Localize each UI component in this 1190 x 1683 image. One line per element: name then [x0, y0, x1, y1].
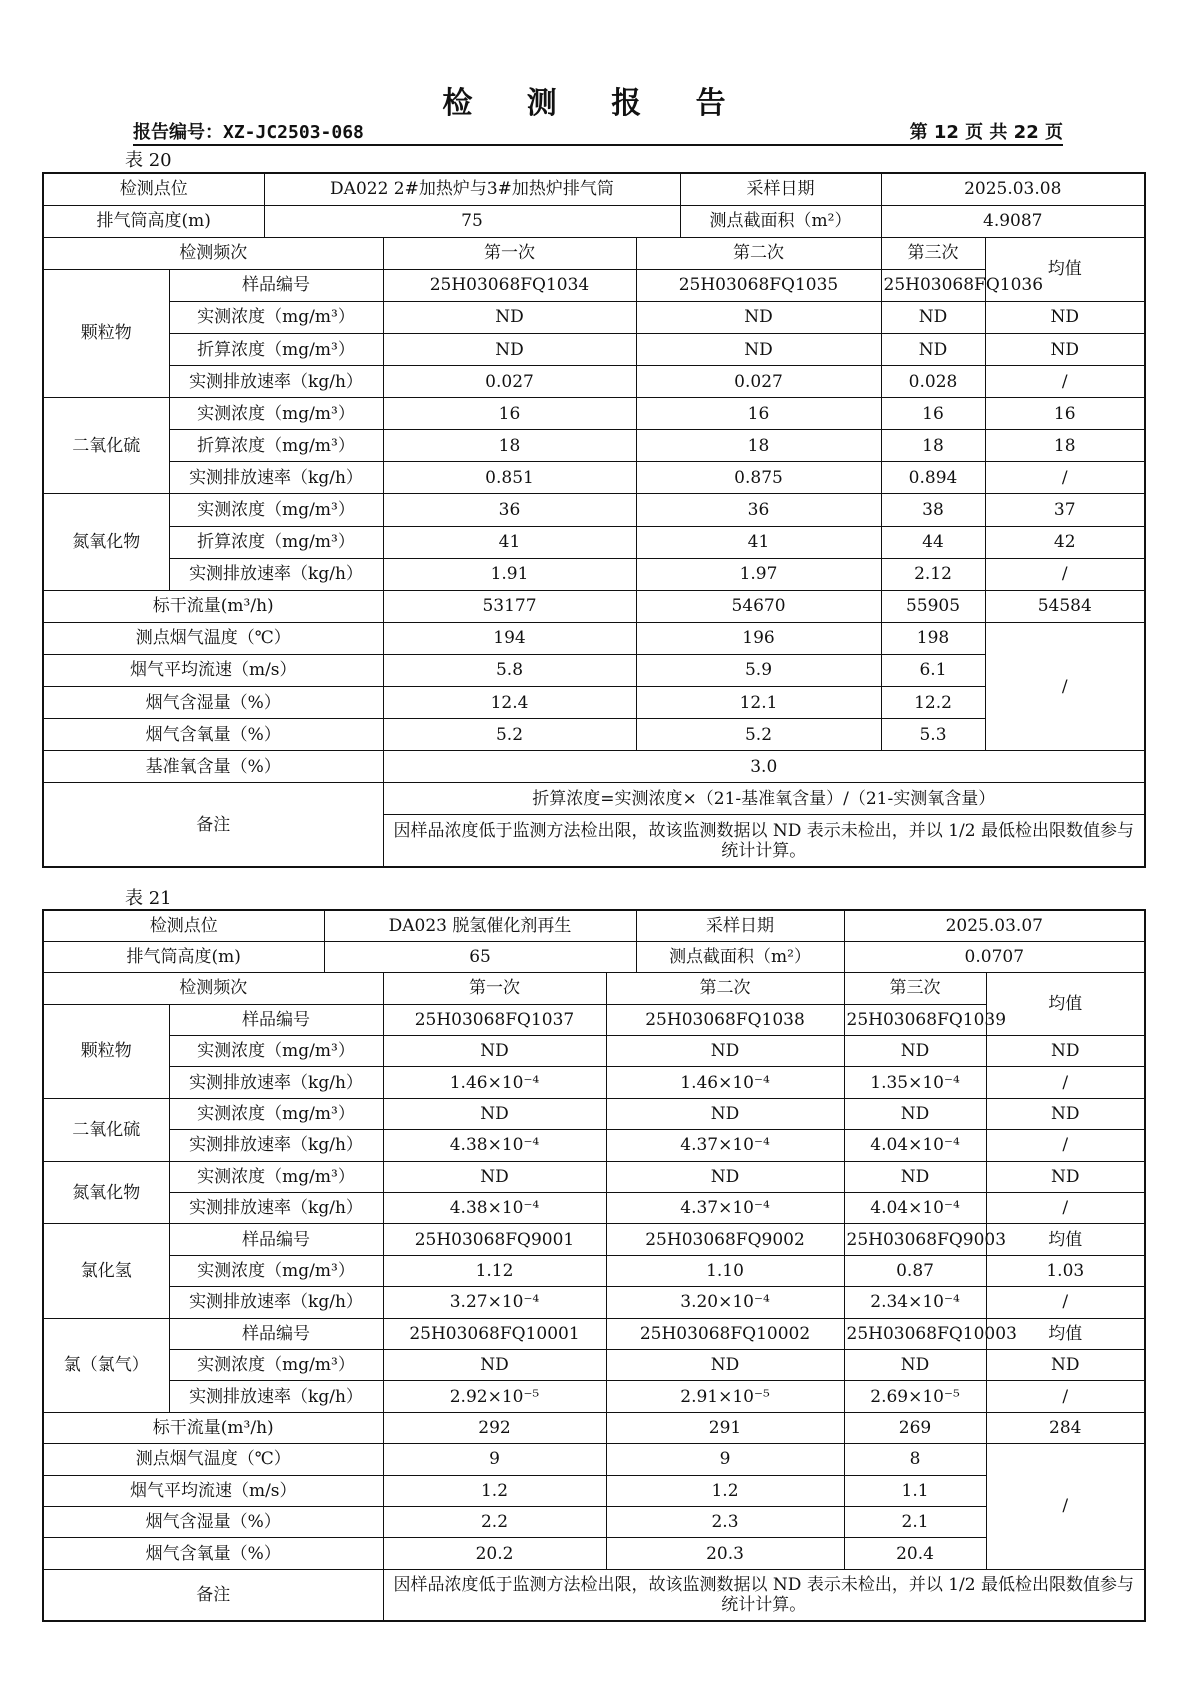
table-row	[43, 333, 1145, 365]
cell: 18	[881, 430, 985, 462]
table-row	[43, 558, 1145, 590]
cell: 9	[383, 1444, 606, 1475]
cell: 5.9	[636, 654, 881, 686]
cell: ND	[383, 301, 636, 333]
page-number: 第 12 页 共 22 页	[909, 122, 1063, 143]
hcl-label: 氯化氢	[43, 1224, 169, 1318]
cell: ND	[844, 1349, 986, 1380]
label-rate: 实测排放速率（kg/h）	[169, 1381, 383, 1412]
cell: 16	[881, 398, 985, 430]
cell: ND	[985, 333, 1145, 365]
height-value: 75	[264, 205, 680, 237]
cell: 25H03068FQ1038	[606, 1004, 844, 1035]
table-row	[43, 205, 1145, 237]
label-temp: 测点烟气温度（℃）	[43, 1444, 383, 1475]
cell: 25H03068FQ10001	[383, 1318, 606, 1349]
round-2: 第二次	[636, 237, 881, 269]
nox-label: 氮氧化物	[43, 1161, 169, 1224]
cell: /	[985, 462, 1145, 494]
cell: 1.1	[844, 1475, 986, 1506]
cell: 41	[383, 526, 636, 558]
table-row	[43, 654, 1145, 686]
cell: 37	[985, 494, 1145, 526]
table-row	[43, 1506, 1145, 1537]
table-row	[43, 1193, 1145, 1224]
label-rate: 实测排放速率（kg/h）	[169, 1287, 383, 1318]
cell: 25H03068FQ10002	[606, 1318, 844, 1349]
round-3: 第三次	[844, 973, 986, 1004]
cell: ND	[636, 333, 881, 365]
cell: 38	[881, 494, 985, 526]
cell: ND	[606, 1098, 844, 1129]
table-row	[43, 687, 1145, 719]
table-row	[43, 494, 1145, 526]
cell: 25H03068FQ9002	[606, 1224, 844, 1255]
label-point: 检测点位	[43, 173, 264, 205]
label-base-oxy: 基准氧含量（%）	[43, 751, 383, 783]
remark-note: 因样品浓度低于监测方法检出限，故该监测数据以 ND 表示未检出，并以 1/2 最低检出限数值参与统计计算。	[383, 815, 1145, 867]
cell: 16	[636, 398, 881, 430]
table-row	[43, 1130, 1145, 1161]
label-remark: 备注	[43, 1569, 383, 1621]
label-flow: 标干流量(m³/h)	[43, 1412, 383, 1443]
table-row	[43, 1444, 1145, 1475]
cell: 1.12	[383, 1255, 606, 1286]
label-rate: 实测排放速率（kg/h）	[169, 558, 383, 590]
cell: 6.1	[881, 654, 985, 686]
cell: 20.3	[606, 1538, 844, 1569]
label-area: 测点截面积（m²）	[636, 941, 844, 972]
cell: /	[986, 1067, 1145, 1098]
label-rate: 实测排放速率（kg/h）	[169, 1067, 383, 1098]
cell: 2.34×10⁻⁴	[844, 1287, 986, 1318]
cell: 3.27×10⁻⁴	[383, 1287, 606, 1318]
table-row	[43, 719, 1145, 751]
cell: ND	[881, 333, 985, 365]
cell: ND	[383, 1098, 606, 1129]
cell: 均值	[986, 1318, 1145, 1349]
cell: 1.10	[606, 1255, 844, 1286]
table-20	[42, 172, 1146, 868]
label-rate: 实测排放速率（kg/h）	[169, 1193, 383, 1224]
table-row	[43, 526, 1145, 558]
label-meas: 实测浓度（mg/m³）	[169, 301, 383, 333]
point-value: DA022 2#加热炉与3#加热炉排气筒	[264, 173, 680, 205]
area-value: 0.0707	[844, 941, 1145, 972]
label-conv: 折算浓度（mg/m³）	[169, 333, 383, 365]
cell: 25H03068FQ1034	[383, 269, 636, 301]
cell: 0.027	[383, 366, 636, 398]
table-row	[43, 1287, 1145, 1318]
nox-label: 氮氧化物	[43, 494, 169, 590]
cell: 5.2	[383, 719, 636, 751]
cell: 2.1	[844, 1506, 986, 1537]
cell: 1.91	[383, 558, 636, 590]
label-meas: 实测浓度（mg/m³）	[169, 494, 383, 526]
cell: 2.12	[881, 558, 985, 590]
table-row	[43, 1412, 1145, 1443]
height-value: 65	[324, 941, 636, 972]
label-vel: 烟气平均流速（m/s）	[43, 654, 383, 686]
cell: 0.87	[844, 1255, 986, 1286]
table-21	[42, 909, 1146, 1622]
label-meas: 实测浓度（mg/m³）	[169, 1161, 383, 1192]
table-row	[43, 462, 1145, 494]
cell: 16	[383, 398, 636, 430]
cell: 284	[986, 1412, 1145, 1443]
cell: 16	[985, 398, 1145, 430]
area-value: 4.9087	[881, 205, 1145, 237]
cell: 5.8	[383, 654, 636, 686]
cell: 55905	[881, 590, 985, 622]
cl2-label: 氯（氯气）	[43, 1318, 169, 1412]
table-row	[43, 398, 1145, 430]
table-row	[43, 301, 1145, 333]
table-row	[43, 1538, 1145, 1569]
cell: 198	[881, 622, 985, 654]
label-moist: 烟气含湿量（%）	[43, 687, 383, 719]
cell: 4.04×10⁻⁴	[844, 1130, 986, 1161]
label-sample: 样品编号	[169, 1224, 383, 1255]
table-row	[43, 1161, 1145, 1192]
cell: ND	[606, 1161, 844, 1192]
cell: 0.894	[881, 462, 985, 494]
cell: 4.04×10⁻⁴	[844, 1193, 986, 1224]
label-moist: 烟气含湿量（%）	[43, 1506, 383, 1537]
table-row	[43, 1036, 1145, 1067]
cell: 36	[383, 494, 636, 526]
cell: ND	[985, 301, 1145, 333]
report-number: 报告编号：XZ-JC2503-068	[133, 122, 364, 143]
table-row	[43, 1255, 1145, 1286]
label-area: 测点截面积（m²）	[680, 205, 881, 237]
label-height: 排气筒高度(m)	[43, 941, 324, 972]
cell: 41	[636, 526, 881, 558]
label-freq: 检测频次	[43, 973, 383, 1004]
cell: 44	[881, 526, 985, 558]
cell: 2.69×10⁻⁵	[844, 1381, 986, 1412]
cell: 18	[985, 430, 1145, 462]
table-row	[43, 1067, 1145, 1098]
cell: 0.027	[636, 366, 881, 398]
cell: ND	[844, 1036, 986, 1067]
cell: ND	[844, 1098, 986, 1129]
formula-note: 折算浓度=实测浓度×（21-基准氧含量）/（21-实测氧含量）	[383, 783, 1145, 815]
table-row	[43, 366, 1145, 398]
cell: 2.91×10⁻⁵	[606, 1381, 844, 1412]
label-date: 采样日期	[680, 173, 881, 205]
report-header	[133, 114, 1063, 146]
cell: 18	[636, 430, 881, 462]
table-row	[43, 1381, 1145, 1412]
point-value: DA023 脱氢催化剂再生	[324, 910, 636, 941]
cell: ND	[881, 301, 985, 333]
label-flow: 标干流量(m³/h)	[43, 590, 383, 622]
cell: 12.4	[383, 687, 636, 719]
label-sample: 样品编号	[169, 1004, 383, 1035]
cell: ND	[383, 1349, 606, 1380]
table-row	[43, 430, 1145, 462]
cell: 2.3	[606, 1506, 844, 1537]
cell: 42	[985, 526, 1145, 558]
cell: 25H03068FQ10003	[844, 1318, 986, 1349]
label-avg: 均值	[985, 237, 1145, 301]
cell: /	[985, 622, 1145, 750]
table-row	[43, 1098, 1145, 1129]
cell: ND	[986, 1161, 1145, 1192]
cell: 196	[636, 622, 881, 654]
cell: 0.851	[383, 462, 636, 494]
cell: 1.35×10⁻⁴	[844, 1067, 986, 1098]
round-1: 第一次	[383, 237, 636, 269]
cell: 25H03068FQ1037	[383, 1004, 606, 1035]
label-sample: 样品编号	[169, 1318, 383, 1349]
table-row	[43, 973, 1145, 1004]
remark-note: 因样品浓度低于监测方法检出限，故该监测数据以 ND 表示未检出，并以 1/2 最低检出限数值参与统计计算。	[383, 1569, 1145, 1621]
cell: 25H03068FQ9001	[383, 1224, 606, 1255]
cell: ND	[986, 1098, 1145, 1129]
cell: 54584	[985, 590, 1145, 622]
cell: /	[985, 366, 1145, 398]
cell: 292	[383, 1412, 606, 1443]
cell: 20.4	[844, 1538, 986, 1569]
label-rate: 实测排放速率（kg/h）	[169, 366, 383, 398]
cell: 53177	[383, 590, 636, 622]
table-row	[43, 941, 1145, 972]
cell: 2.92×10⁻⁵	[383, 1381, 606, 1412]
report-title: 检 测 报 告	[442, 86, 748, 121]
cell: 0.875	[636, 462, 881, 494]
label-temp: 测点烟气温度（℃）	[43, 622, 383, 654]
cell: ND	[844, 1161, 986, 1192]
cell: /	[986, 1193, 1145, 1224]
cell: ND	[383, 1161, 606, 1192]
cell: /	[986, 1287, 1145, 1318]
base-oxy-value: 3.0	[383, 751, 1145, 783]
cell: ND	[986, 1036, 1145, 1067]
table-row	[43, 751, 1145, 783]
cell: 25H03068FQ1035	[636, 269, 881, 301]
pm-label: 颗粒物	[43, 1004, 169, 1098]
cell: 1.46×10⁻⁴	[606, 1067, 844, 1098]
label-rate: 实测排放速率（kg/h）	[169, 462, 383, 494]
label-meas: 实测浓度（mg/m³）	[169, 1098, 383, 1129]
label-point: 检测点位	[43, 910, 324, 941]
cell: 4.38×10⁻⁴	[383, 1193, 606, 1224]
cell: 0.028	[881, 366, 985, 398]
table-row	[43, 910, 1145, 941]
cell: 1.2	[606, 1475, 844, 1506]
so2-label: 二氧化硫	[43, 398, 169, 494]
cell: 25H03068FQ1036	[881, 269, 985, 301]
label-meas: 实测浓度（mg/m³）	[169, 1255, 383, 1286]
cell: 4.37×10⁻⁴	[606, 1130, 844, 1161]
label-remark: 备注	[43, 783, 383, 867]
cell: 4.37×10⁻⁴	[606, 1193, 844, 1224]
date-value: 2025.03.08	[881, 173, 1145, 205]
cell: 20.2	[383, 1538, 606, 1569]
date-value: 2025.03.07	[844, 910, 1145, 941]
label-freq: 检测频次	[43, 237, 383, 269]
table21-caption: 表 21	[125, 888, 172, 909]
table-row	[43, 590, 1145, 622]
table20-caption: 表 20	[125, 150, 172, 171]
cell: /	[986, 1381, 1145, 1412]
label-rate: 实测排放速率（kg/h）	[169, 1130, 383, 1161]
label-avg: 均值	[986, 973, 1145, 1036]
table-row	[43, 269, 1145, 301]
cell: 5.3	[881, 719, 985, 751]
cell: 12.1	[636, 687, 881, 719]
cell: ND	[986, 1349, 1145, 1380]
table-row	[43, 1475, 1145, 1506]
cell: ND	[606, 1349, 844, 1380]
round-3: 第三次	[881, 237, 985, 269]
table-row	[43, 173, 1145, 205]
label-oxy: 烟气含氧量（%）	[43, 1538, 383, 1569]
cell: 1.03	[986, 1255, 1145, 1286]
cell: 25H03068FQ1039	[844, 1004, 986, 1035]
cell: 12.2	[881, 687, 985, 719]
cell: 1.97	[636, 558, 881, 590]
label-meas: 实测浓度（mg/m³）	[169, 1349, 383, 1380]
cell: ND	[636, 301, 881, 333]
cell: 5.2	[636, 719, 881, 751]
table-row	[43, 1224, 1145, 1255]
cell: 194	[383, 622, 636, 654]
table-row	[43, 1318, 1145, 1349]
cell: /	[986, 1130, 1145, 1161]
label-sample: 样品编号	[169, 269, 383, 301]
pm-label: 颗粒物	[43, 269, 169, 397]
cell: 291	[606, 1412, 844, 1443]
label-oxy: 烟气含氧量（%）	[43, 719, 383, 751]
cell: 9	[606, 1444, 844, 1475]
round-2: 第二次	[606, 973, 844, 1004]
cell: 8	[844, 1444, 986, 1475]
cell: /	[985, 558, 1145, 590]
table-row	[43, 237, 1145, 269]
cell: ND	[383, 1036, 606, 1067]
table-row	[43, 783, 1145, 815]
label-conv: 折算浓度（mg/m³）	[169, 526, 383, 558]
table-row	[43, 1569, 1145, 1621]
cell: 4.38×10⁻⁴	[383, 1130, 606, 1161]
cell: 54670	[636, 590, 881, 622]
table-row	[43, 622, 1145, 654]
table-row	[43, 1349, 1145, 1380]
label-meas: 实测浓度（mg/m³）	[169, 398, 383, 430]
label-conv: 折算浓度（mg/m³）	[169, 430, 383, 462]
cell: 3.20×10⁻⁴	[606, 1287, 844, 1318]
label-height: 排气筒高度(m)	[43, 205, 264, 237]
so2-label: 二氧化硫	[43, 1098, 169, 1161]
cell: 25H03068FQ9003	[844, 1224, 986, 1255]
cell: /	[986, 1444, 1145, 1570]
cell: 1.46×10⁻⁴	[383, 1067, 606, 1098]
round-1: 第一次	[383, 973, 606, 1004]
cell: 269	[844, 1412, 986, 1443]
cell: ND	[606, 1036, 844, 1067]
cell: 均值	[986, 1224, 1145, 1255]
label-vel: 烟气平均流速（m/s）	[43, 1475, 383, 1506]
label-date: 采样日期	[636, 910, 844, 941]
cell: 2.2	[383, 1506, 606, 1537]
cell: ND	[383, 333, 636, 365]
label-meas: 实测浓度（mg/m³）	[169, 1036, 383, 1067]
cell: 36	[636, 494, 881, 526]
cell: 18	[383, 430, 636, 462]
cell: 1.2	[383, 1475, 606, 1506]
table-row	[43, 1004, 1145, 1035]
